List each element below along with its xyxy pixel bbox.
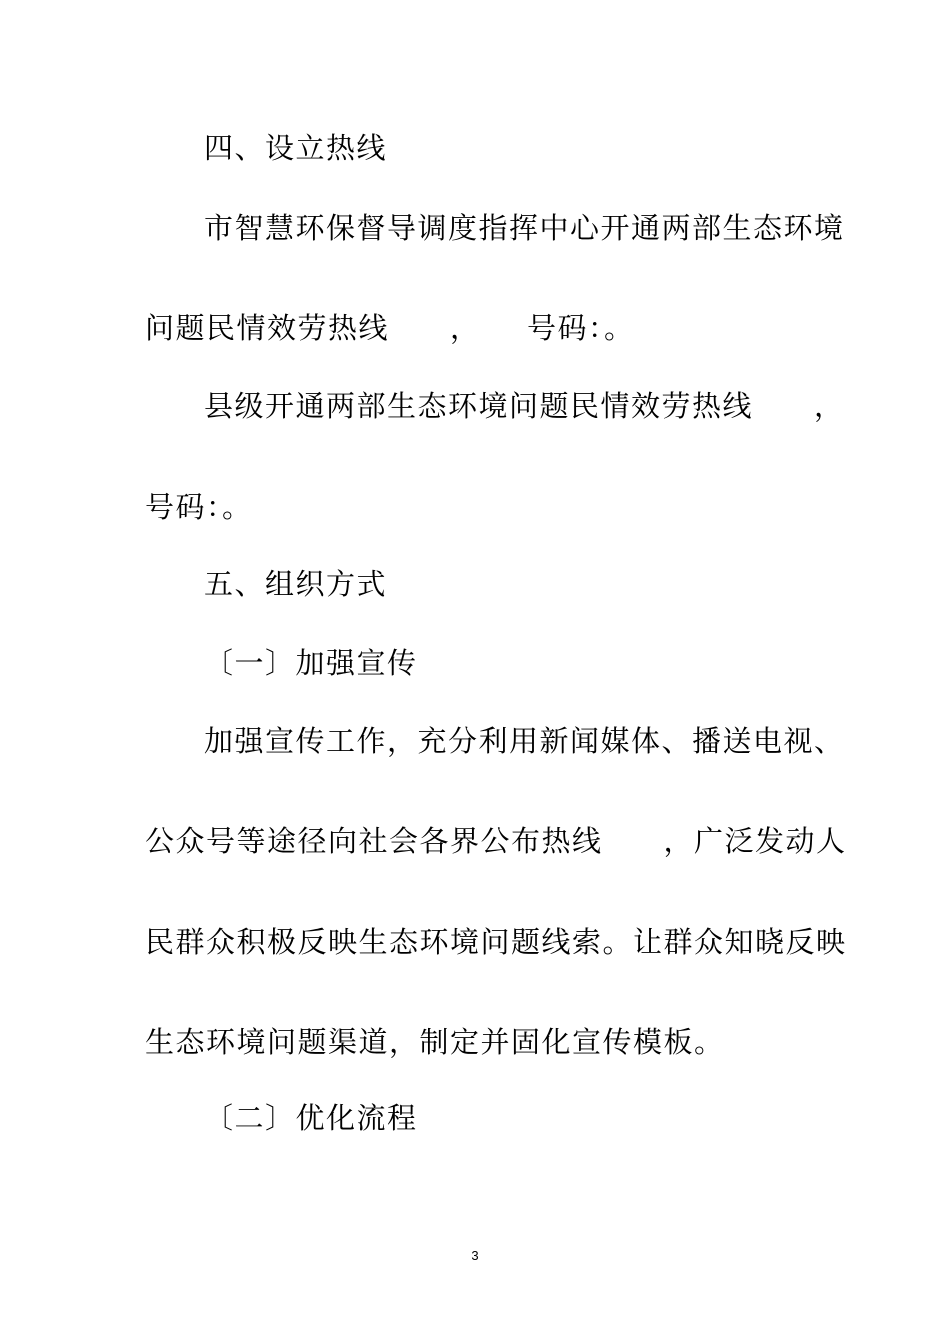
paragraph-line: 号码：。 <box>145 490 253 524</box>
section-heading-organization: 五、组织方式 <box>204 567 388 601</box>
paragraph-line: 生态环境问题渠道，制定并固化宣传模板。 <box>145 1025 725 1059</box>
page-number: 3 <box>471 1248 479 1263</box>
subsection-heading-process: 〔二〕优化流程 <box>204 1101 418 1135</box>
paragraph-line: 民群众积极反映生态环境问题线索。让群众知晓反映 <box>145 925 847 959</box>
paragraph-line: 县级开通两部生态环境问题民情效劳热线 ， <box>204 389 845 423</box>
section-heading-hotline: 四、设立热线 <box>204 131 388 165</box>
paragraph-line: 公众号等途径向社会各界公布热线 ，广泛发动人 <box>145 824 847 858</box>
paragraph-line: 问题民情效劳热线 ， 号码：。 <box>145 311 635 345</box>
paragraph-line: 加强宣传工作，充分利用新闻媒体、播送电视、 <box>204 724 845 758</box>
subsection-heading-publicity: 〔一〕加强宣传 <box>204 646 418 680</box>
paragraph-line: 市智慧环保督导调度指挥中心开通两部生态环境 <box>204 211 845 245</box>
